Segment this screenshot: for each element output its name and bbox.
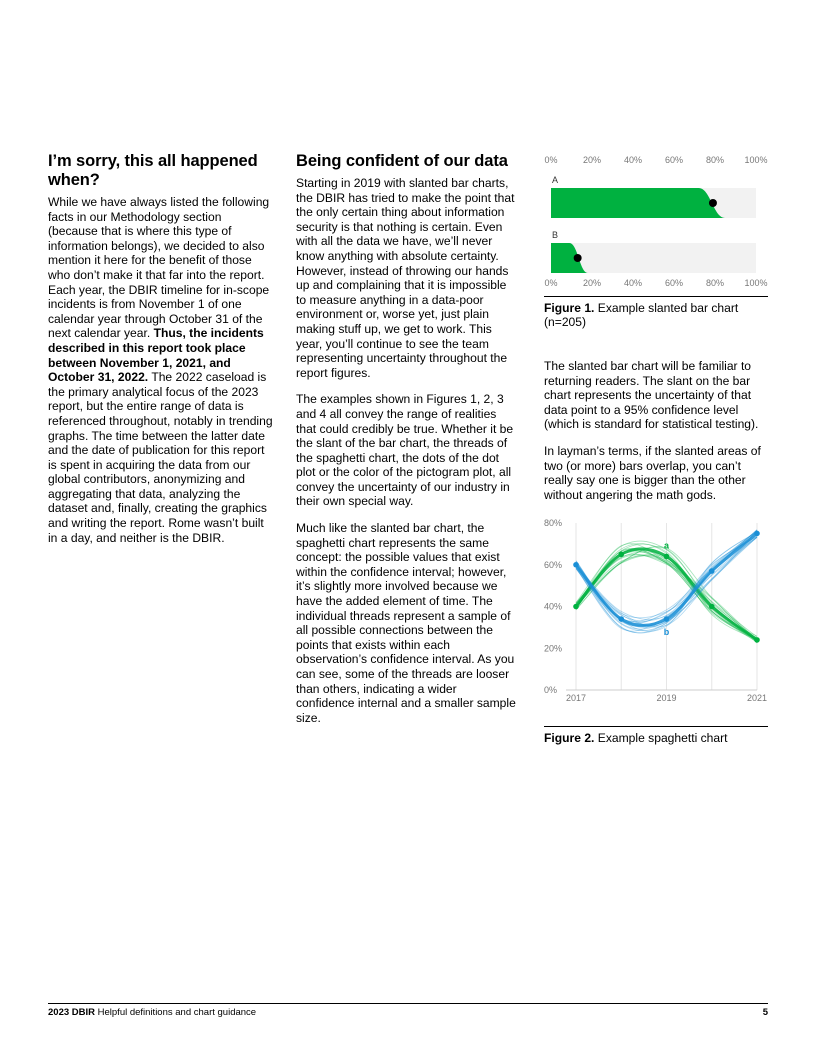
bar-category-label: B [552, 230, 559, 240]
x-tick-label-bottom: 80% [705, 278, 725, 288]
timeline-paragraph [48, 195, 273, 545]
figure-1-label: Figure 1. [544, 301, 595, 315]
x-tick-label-bottom: 0% [544, 278, 558, 288]
figure-2-caption-text: Example spaghetti chart [594, 731, 728, 746]
figure-2-rule [544, 726, 768, 727]
figure-2 [544, 516, 768, 745]
bar-point-estimate [709, 199, 717, 207]
column-3 [544, 152, 768, 745]
series-point-label: a [663, 540, 670, 551]
bar-category-label: A [552, 175, 559, 185]
spaghetti-data-point [618, 552, 624, 558]
x-tick-label-bottom: 100% [744, 278, 768, 288]
footer-title [48, 1007, 256, 1018]
figure-1 [544, 152, 768, 329]
footer-rule [48, 1003, 768, 1004]
slanted-bar-paragraph-1: The slanted bar chart will be familiar to returning readers. The slant on the bar chart represents the uncertainty of that data point to a 95% confidence level (which is standard for statistical testing). [544, 359, 759, 432]
x-tick-label-bottom: 40% [623, 278, 643, 288]
spaghetti-data-point [709, 604, 715, 610]
slanted-bar-paragraph-2: In layman’s terms, if the slanted areas of two (or more) bars overlap, you can’t really say one is bigger than the other without angering the math gods. [544, 443, 761, 502]
x-tick-label-top: 80% [705, 155, 725, 165]
slanted-bar [551, 188, 725, 218]
page-number: 5 [762, 1007, 768, 1018]
x-tick-label-top: 0% [544, 155, 558, 165]
y-tick-label: 20% [544, 643, 563, 654]
y-tick-label: 60% [544, 560, 563, 571]
spaghetti-data-point [664, 617, 670, 623]
column-1 [48, 152, 273, 557]
figure-1-caption-text: Example slanted bar chart (n=205) [544, 301, 739, 329]
spaghetti-data-point [709, 569, 715, 575]
y-tick-label: 0% [544, 685, 558, 696]
spaghetti-data-point [754, 531, 760, 537]
spaghetti-data-point [618, 617, 624, 623]
y-tick-label: 40% [544, 601, 563, 612]
x-tick-label: 2019 [656, 693, 677, 704]
confidence-paragraph-2: The examples shown in Figures 1, 2, 3 and 4 all convey the range of realities that could credibly be true. Whether it be the slant of the bar chart, the threads of the spaghetti chart, the dots of the dot plot or the color of the pictogram plot, all convey the uncertainty of our industry in their own special way. [296, 392, 514, 509]
spaghetti-data-point [754, 637, 760, 643]
y-tick-label: 80% [544, 518, 563, 529]
confidence-paragraph-1: Starting in 2019 with slanted bar charts, the DBIR has tried to make the point that the only certain thing about information security is that nothing is certain. Even with all the data we have, we’ll never know anything with absolute certainty. However, instead of throwing our hands up and complaining that it is impossible to measure anything in a data-poor environment or, worse yet, just plain making stuff up, we get to work. This year, you’ll continue to see the team representing uncertainty throughout the report figures. [296, 176, 515, 380]
timeline-text-b: The 2022 caseload is the primary analytical focus of the 2023 report, but the entire range of data is referenced throughout, notably in trending graphs. The time between the latter date and the date of publication for this report is spent in acquiring the data from our global contributors, anonymizing and aggregating that data, analyzing the dataset and, finally, creating the graphics and writing the report. Rome wasn’t built in a day, and neither is the DBIR. [48, 370, 273, 545]
series-point-label: b [663, 627, 670, 638]
bar-point-estimate [574, 254, 582, 262]
x-tick-label-bottom: 60% [664, 278, 684, 288]
spaghetti-chart [544, 516, 768, 716]
slanted-bar-chart [544, 152, 768, 292]
x-tick-label-top: 60% [664, 155, 684, 165]
confidence-paragraph-3: Much like the slanted bar chart, the spaghetti chart represents the same concept: the possible values that exist within the confidence interval; however, it’s slightly more involved because we have the added element of time. The individual threads represent a sample of all possible connections between the points that exists within each observation’s confidence interval. As you can see, some of the threads are looser than others, indicating a wider confidence internal and a smaller sample size. [296, 521, 516, 725]
figure-1-rule [544, 296, 768, 297]
x-tick-label-top: 40% [623, 155, 643, 165]
x-tick-label: 2017 [565, 693, 587, 704]
figure-1-caption [544, 301, 768, 329]
timeline-text-a: While we have always listed the following facts in our Methodology section (because that is where this type of information belongs), we decided to also mention it here for the benefit of those who don’t make it that far into the report. Each year, the DBIR timeline for in-scope incidents is from November 1 of one calendar year through October 31 of the next calendar year. [48, 195, 270, 341]
footer-section-name: Helpful definitions and chart guidance [95, 1007, 257, 1018]
section-heading-timeline: I’m sorry, this all happened when? [48, 152, 258, 189]
x-tick-label-top: 100% [744, 155, 768, 165]
spaghetti-data-point [664, 554, 670, 560]
figure-2-caption [544, 731, 768, 745]
figure-2-label: Figure 2. [544, 731, 595, 746]
spaghetti-data-point [573, 604, 579, 610]
timeline-text-bold: Thus, the incidents described in this report took place between November 1, 2021, and October 31, 2022. [48, 326, 264, 385]
spaghetti-data-point [573, 562, 579, 568]
x-tick-label-bottom: 20% [582, 278, 602, 288]
section-heading-confidence: Being confident of our data [296, 152, 508, 170]
x-tick-label: 2021 [746, 693, 768, 704]
column-2 [296, 152, 518, 737]
footer-report-name: 2023 DBIR [48, 1007, 95, 1018]
x-tick-label-top: 20% [582, 155, 602, 165]
